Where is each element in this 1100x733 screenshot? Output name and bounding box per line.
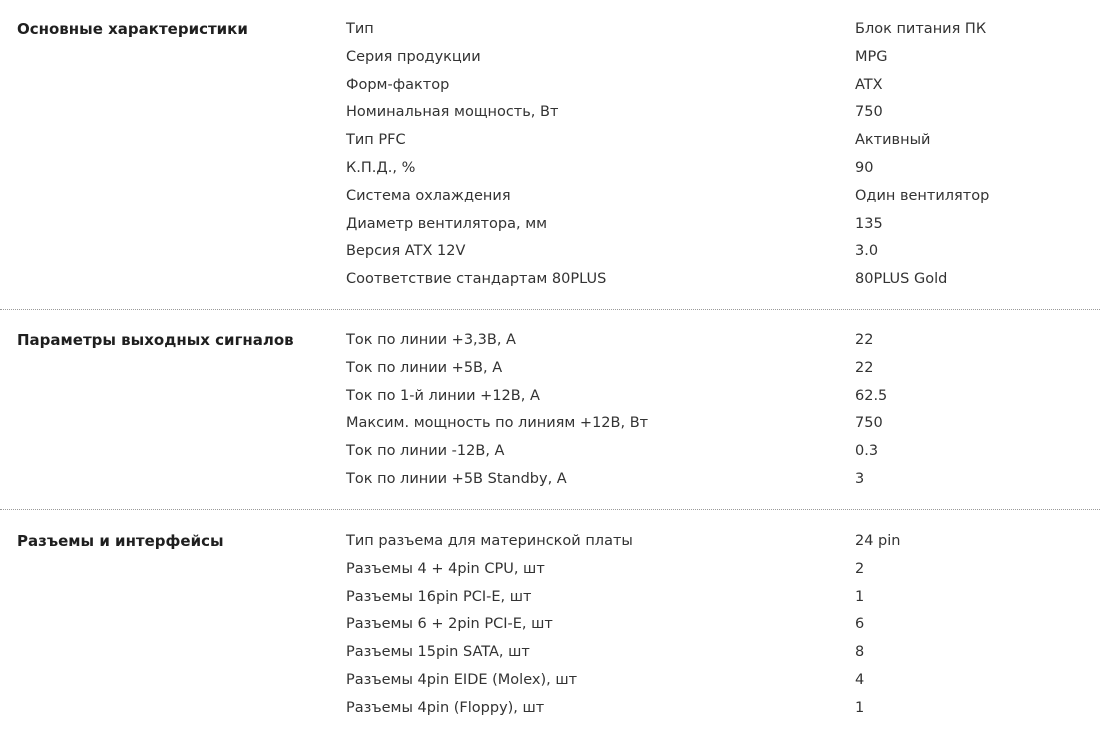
spec-label: Серия продукции: [346, 48, 481, 65]
spec-row: [346, 237, 1086, 265]
spec-label: Ток по линии +5В, А: [346, 359, 503, 376]
spec-value: 24 pin: [855, 533, 901, 549]
spec-row: [346, 666, 1086, 694]
spec-label: Разъемы 4pin EIDE (Molex), шт: [346, 671, 578, 688]
spec-row: [346, 638, 1086, 666]
spec-value: 750: [855, 415, 883, 432]
spec-label: Разъемы 4pin (Floppy), шт: [346, 699, 545, 716]
section-title: Параметры выходных сигналов: [17, 331, 294, 349]
section-divider: [0, 309, 1100, 310]
spec-value: 22: [855, 332, 874, 348]
spec-value: 80PLUS Gold: [855, 271, 948, 288]
spec-label: Тип: [346, 21, 374, 37]
spec-label: Система охлаждения: [346, 187, 511, 204]
spec-label: Ток по линии +5В Standby, А: [346, 470, 567, 487]
spec-row: [346, 182, 1086, 210]
section-divider: [0, 509, 1100, 510]
spec-label: Соответствие стандартам 80PLUS: [346, 271, 607, 288]
spec-label: Форм-фактор: [346, 76, 450, 93]
spec-value: MPG: [855, 48, 888, 65]
spec-row: [346, 15, 1086, 43]
spec-value: 6: [855, 616, 865, 633]
spec-value: 2: [855, 560, 865, 577]
spec-label: Разъемы 6 + 2pin PCI-E, шт: [346, 616, 553, 633]
spec-rows: [346, 15, 1086, 293]
spec-row: [346, 326, 1086, 354]
spec-label: Диаметр вентилятора, мм: [346, 215, 548, 232]
spec-row: [346, 43, 1086, 71]
spec-value: 22: [855, 359, 874, 376]
spec-row: [346, 409, 1086, 437]
spec-rows: [346, 326, 1086, 493]
spec-value: 0.3: [855, 443, 879, 460]
spec-label: Версия ATX 12V: [346, 243, 466, 260]
spec-value: Активный: [855, 132, 931, 149]
spec-row: [346, 555, 1086, 583]
spec-value: 3.0: [855, 243, 879, 260]
spec-value: 135: [855, 215, 883, 232]
spec-row: [346, 354, 1086, 382]
spec-rows: [346, 527, 1086, 722]
spec-label: Разъемы 16pin PCI-E, шт: [346, 588, 532, 605]
spec-row: [346, 527, 1086, 555]
spec-row: [346, 126, 1086, 154]
spec-label: Разъемы 15pin SATA, шт: [346, 644, 530, 661]
spec-value: 4: [855, 671, 865, 688]
spec-value: 8: [855, 644, 865, 661]
spec-label: Разъемы 4 + 4pin CPU, шт: [346, 560, 545, 577]
spec-row: [346, 154, 1086, 182]
spec-label: Максим. мощность по линиям +12В, Вт: [346, 415, 649, 432]
spec-value: ATX: [855, 76, 883, 93]
spec-row: [346, 610, 1086, 638]
spec-label: Тип разъема для материнской платы: [346, 533, 633, 549]
spec-value: Один вентилятор: [855, 187, 990, 204]
spec-label: К.П.Д., %: [346, 159, 416, 176]
spec-label: Ток по линии -12В, А: [346, 443, 505, 460]
spec-row: [346, 71, 1086, 99]
spec-label: Номинальная мощность, Вт: [346, 104, 559, 121]
spec-label: Ток по линии +3,3В, А: [346, 332, 516, 348]
spec-row: [346, 265, 1086, 293]
spec-label: Ток по 1-й линии +12В, А: [346, 387, 540, 404]
spec-row: [346, 465, 1086, 493]
spec-row: [346, 437, 1086, 465]
spec-value: 90: [855, 159, 874, 176]
spec-row: [346, 210, 1086, 238]
section-title: Основные характеристики: [17, 20, 248, 38]
spec-value: 1: [855, 588, 865, 605]
spec-row: [346, 98, 1086, 126]
spec-value: 3: [855, 470, 865, 487]
section-title: Разъемы и интерфейсы: [17, 532, 224, 550]
spec-row: [346, 583, 1086, 611]
spec-value: 1: [855, 699, 865, 716]
spec-row: [346, 382, 1086, 410]
spec-value: 750: [855, 104, 883, 121]
spec-value: Блок питания ПК: [855, 21, 987, 37]
spec-row: [346, 694, 1086, 722]
spec-value: 62.5: [855, 387, 888, 404]
spec-label: Тип PFC: [346, 132, 406, 149]
